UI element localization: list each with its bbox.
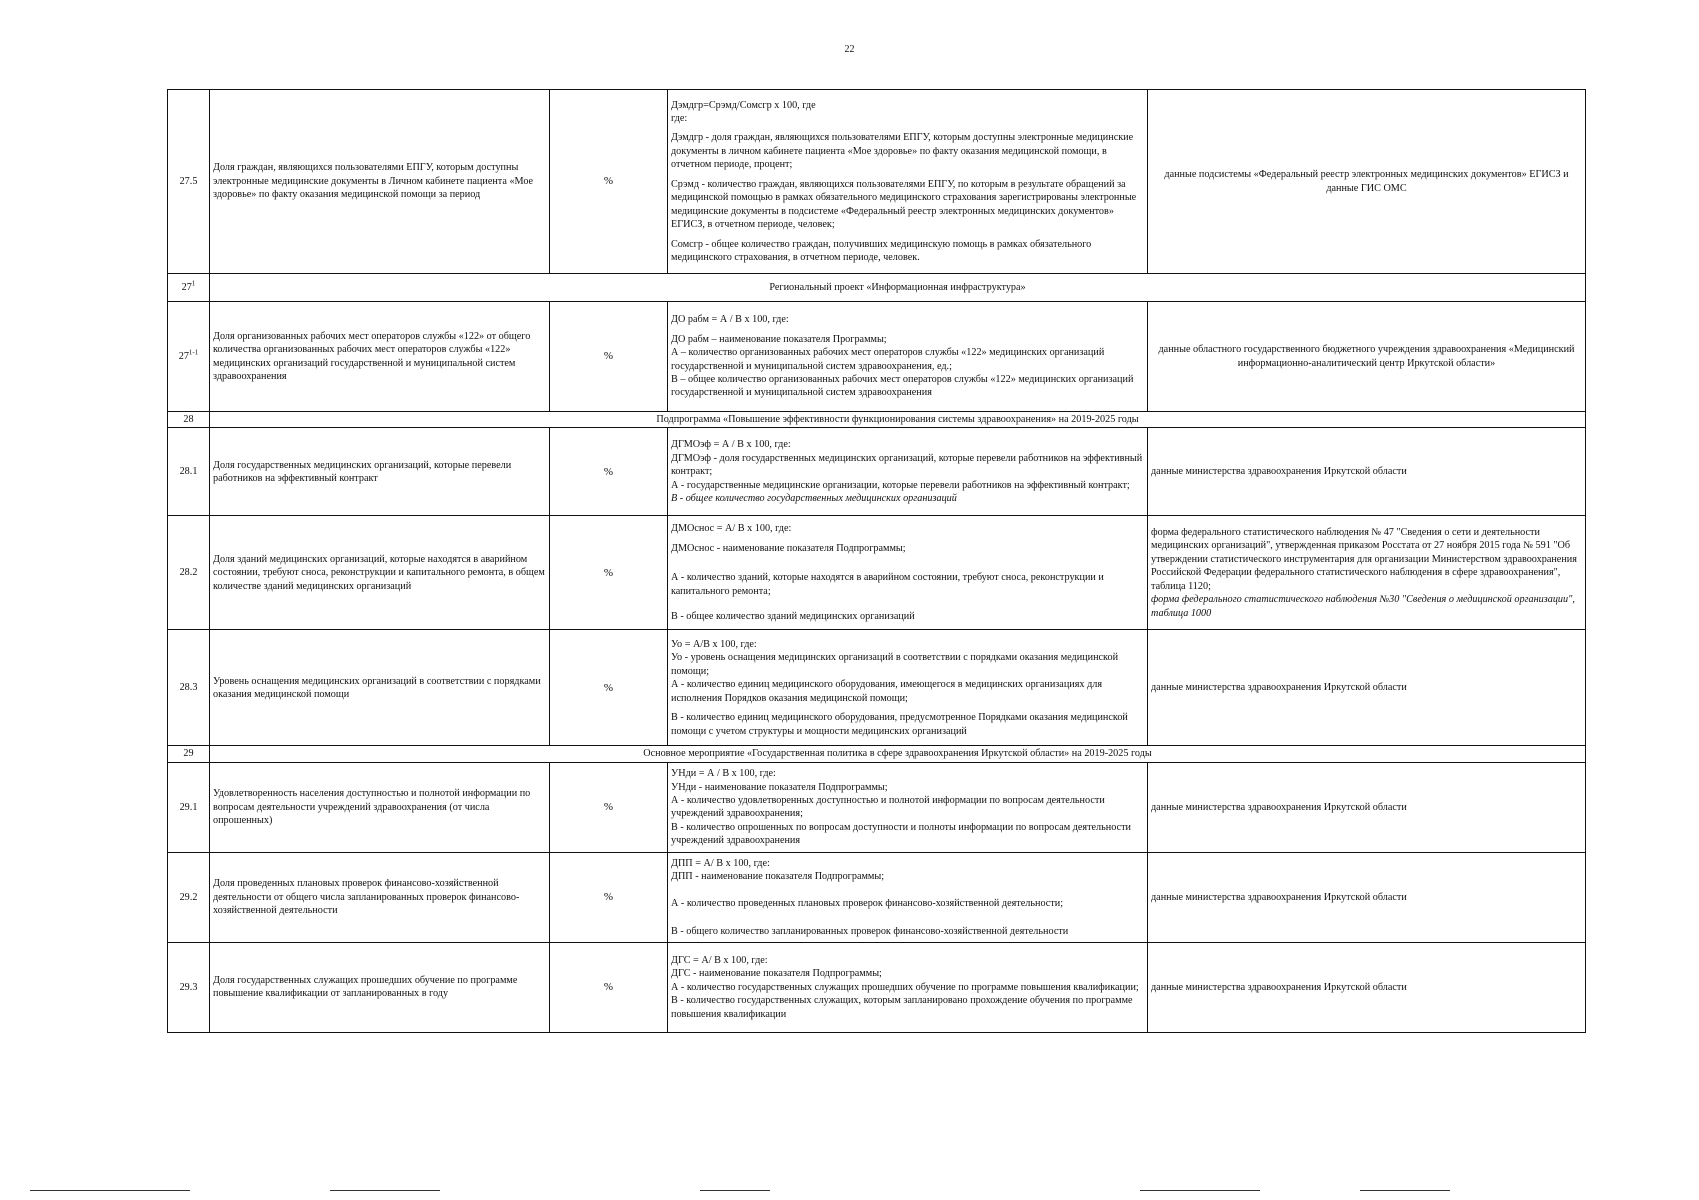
formula-line: А - количество зданий, которые находятся в аварийном состоянии, требуют сноса, реконструкции и капитального ремонта; bbox=[671, 572, 1104, 597]
table-row bbox=[168, 942, 1586, 1032]
indicator-name: Доля граждан, являющихся пользователями ЕПГУ, которым доступны электронные медицинские документы в Личном кабинете пациента «Мое здоровье» по факту оказания медицинской помощи за период bbox=[210, 90, 550, 274]
indicator-name: Доля государственных служащих прошедших обучение по программе повышение квалификации от запланированных в году bbox=[210, 942, 550, 1032]
formula-line: где: bbox=[671, 112, 688, 124]
formula-cell bbox=[668, 90, 1148, 274]
section-title: Региональный проект «Информационная инфраструктура» bbox=[210, 274, 1586, 302]
data-source: данные министерства здравоохранения Иркутской области bbox=[1148, 852, 1586, 942]
formula-line: Уо = А/В х 100, где: bbox=[671, 638, 757, 650]
formula-cell bbox=[668, 630, 1148, 746]
indicator-name: Удовлетворенность населения доступностью и полнотой информации по вопросам деятельности учреждений здравоохранения (от числа опрошенных) bbox=[210, 762, 550, 852]
formula-line: ДГС = А/ В х 100, где: bbox=[671, 954, 768, 966]
unit-cell: % bbox=[550, 428, 668, 516]
row-number: 29.2 bbox=[168, 852, 210, 942]
row-number: 27$^{1-1}$ bbox=[168, 302, 210, 412]
formula-line: А - количество удовлетворенных доступностью и полнотой информации по вопросам деятельности учреждений здравоохранения; bbox=[671, 794, 1105, 820]
formula-line: ДПП - наименование показателя Подпрограммы; bbox=[671, 870, 885, 882]
scan-mark bbox=[1360, 1190, 1450, 1191]
formula-line: ДГМОэф = А / В х 100, где: bbox=[671, 439, 791, 451]
table-row bbox=[168, 762, 1586, 852]
unit-cell: % bbox=[550, 90, 668, 274]
formula-line: В – общее количество организованных рабочих мест операторов службы «122» медицинских организаций государственной и муниципальной систем здравоохранения bbox=[671, 373, 1134, 399]
unit-cell: % bbox=[550, 762, 668, 852]
unit-cell: % bbox=[550, 630, 668, 746]
table-row bbox=[168, 516, 1586, 630]
formula-line: В - общее количество государственных медицинских организаций bbox=[671, 493, 957, 505]
source-line: форма федерального статистического наблюдения № 47 "Сведения о сети и деятельности медицинских организаций", утвержденная приказом Росстата от 27 ноября 2015 года № 591 "Об утверждении статистического инструментария для организации Министерством здравоохранения Российской Федерации федерального статистического наблюдения в сфере здравоохранения", таблица 1120; bbox=[1151, 526, 1577, 592]
formula-line: УНди - наименование показателя Подпрограммы; bbox=[671, 781, 888, 793]
formula-cell bbox=[668, 516, 1148, 630]
formula-line: А – количество организованных рабочих мест операторов службы «122» медицинских организаций государственной и муниципальной систем здравоохранения, ед.; bbox=[671, 347, 1105, 372]
formula-line: В - общее количество зданий медицинских организаций bbox=[671, 611, 915, 623]
data-source: данные министерства здравоохранения Иркутской области bbox=[1148, 942, 1586, 1032]
formula-line: ДМОснос - наименование показателя Подпрограммы; bbox=[671, 542, 906, 554]
section-title: Основное мероприятие «Государственная политика в сфере здравоохранения Иркутской области» на 2019-2025 годы bbox=[210, 746, 1586, 762]
indicator-name: Доля проведенных плановых проверок финансово-хозяйственной деятельности от общего числа запланированных проверок финансово-хозяйственной деятельности bbox=[210, 852, 550, 942]
formula-line: А - государственные медицинские организации, которые перевели работников на эффективный контракт; bbox=[671, 479, 1130, 491]
indicator-name: Уровень оснащения медицинских организаций в соответствии с порядками оказания медицинской помощи bbox=[210, 630, 550, 746]
row-number: 28.1 bbox=[168, 428, 210, 516]
data-source: данные областного государственного бюджетного учреждения здравоохранения «Медицинский информационно-аналитический центр Иркутской области» bbox=[1148, 302, 1586, 412]
formula-line: Уо - уровень оснащения медицинских организаций в соответствии с порядками оказания медицинской помощи; bbox=[671, 652, 1119, 677]
formula-line: УНди = А / В х 100, где: bbox=[671, 768, 776, 780]
unit-cell: % bbox=[550, 852, 668, 942]
indicator-name: Доля зданий медицинских организаций, которые находятся в аварийном состоянии, требуют сноса, реконструкции и капитального ремонта, в общем количестве зданий медицинских организаций bbox=[210, 516, 550, 630]
formula-cell bbox=[668, 302, 1148, 412]
indicators-table bbox=[167, 89, 1586, 1033]
table-row bbox=[168, 90, 1586, 274]
formula-line: В - общего количество запланированных проверок финансово-хозяйственной деятельности bbox=[671, 925, 1069, 937]
data-source: данные министерства здравоохранения Иркутской области bbox=[1148, 630, 1586, 746]
formula-line: В - количество государственных служащих, которым запланировано прохождение обучения по программе повышения квалификации bbox=[671, 995, 1133, 1020]
scan-mark bbox=[30, 1190, 190, 1191]
row-number: 28.3 bbox=[168, 630, 210, 746]
formula-line: ДГС - наименование показателя Подпрограммы; bbox=[671, 968, 882, 980]
row-number: 29 bbox=[168, 746, 210, 762]
formula-line: Дэмдгр - доля граждан, являющихся пользователями ЕПГУ, которым доступны электронные медицинские документы в личном кабинете пациента «Мое здоровье» по факту оказания медицинской помощи, в отчетном периоде, процент; bbox=[671, 132, 1134, 171]
row-number: 29.1 bbox=[168, 762, 210, 852]
formula-line: Сомсгр - общее количество граждан, получивших медицинскую помощь в рамках обязательного медицинского страхования, в отчетном периоде, человек. bbox=[671, 238, 1092, 264]
formula-line: Срэмд - количество граждан, являющихся пользователями ЕПГУ, по которым в результате обращений за медицинской помощью в рамках обязательного медицинского страхования зарегистрированы электронные медицинские документы в подсистеме «Федеральный реестр электронных медицинских документов» ЕГИСЗ, в отчетном периоде, человек; bbox=[671, 178, 1137, 231]
source-line: форма федерального статистического наблюдения №30 "Сведения о медицинской организации", таблица 1000 bbox=[1151, 594, 1575, 619]
formula-line: В - количество опрошенных по вопросам доступности и полноты информации по вопросам деятельности учреждений здравоохранения bbox=[671, 821, 1132, 847]
scan-mark bbox=[700, 1190, 770, 1191]
unit-cell: % bbox=[550, 516, 668, 630]
formula-cell bbox=[668, 852, 1148, 942]
formula-cell bbox=[668, 942, 1148, 1032]
indicator-name: Доля государственных медицинских организаций, которые перевели работников на эффективный контракт bbox=[210, 428, 550, 516]
formula-cell bbox=[668, 428, 1148, 516]
indicator-name: Доля организованных рабочих мест операторов службы «122» от общего количества организованных рабочих мест операторов службы «122» медицинских организаций государственной и муниципальной систем здравоохранения bbox=[210, 302, 550, 412]
table-row bbox=[168, 852, 1586, 942]
formula-line: ДПП = А/ В х 100, где: bbox=[671, 857, 770, 869]
table-row bbox=[168, 412, 1586, 428]
unit-cell: % bbox=[550, 942, 668, 1032]
formula-line: ДМОснос = А/ В х 100, где: bbox=[671, 523, 792, 535]
scan-mark bbox=[330, 1190, 440, 1191]
section-title: Подпрограмма «Повышение эффективности функционирования системы здравоохранения» на 2019-2025 годы bbox=[210, 412, 1586, 428]
table-row bbox=[168, 428, 1586, 516]
formula-line: А - количество единиц медицинского оборудования, имеющегося в медицинских организациях для исполнения Порядков оказания медицинской помощи; bbox=[671, 679, 1103, 704]
formula-line: В - количество единиц медицинского оборудования, предусмотренное Порядками оказания медицинской помощи с учетом структуры и мощности медицинских организаций bbox=[671, 712, 1128, 737]
scan-mark bbox=[1140, 1190, 1260, 1191]
unit-cell: % bbox=[550, 302, 668, 412]
row-number: 28 bbox=[168, 412, 210, 428]
data-source: данные министерства здравоохранения Иркутской области bbox=[1148, 762, 1586, 852]
formula-line: Дэмдгр=Срэмд/Сомсгр х 100, где bbox=[671, 99, 816, 111]
row-number: 28.2 bbox=[168, 516, 210, 630]
formula-line: А - количество государственных служащих прошедших обучение по программе повышения квалификации; bbox=[671, 981, 1139, 993]
formula-line: ДО рабм = А / В х 100, где: bbox=[671, 314, 789, 326]
table-row bbox=[168, 274, 1586, 302]
row-number: $27^1$ bbox=[168, 274, 210, 302]
formula-line: А - количество проведенных плановых проверок финансово-хозяйственной деятельности; bbox=[671, 898, 1064, 910]
data-source: данные министерства здравоохранения Иркутской области bbox=[1148, 428, 1586, 516]
formula-cell bbox=[668, 762, 1148, 852]
formula-line: ДГМОэф - доля государственных медицинских организаций, которые перевели работников на эффективный контракт; bbox=[671, 452, 1143, 478]
table-row bbox=[168, 302, 1586, 412]
data-source bbox=[1148, 516, 1586, 630]
page-number: 22 bbox=[844, 44, 855, 55]
table-row bbox=[168, 746, 1586, 762]
scan-footer-marks bbox=[0, 1190, 1699, 1192]
row-number: 27.5 bbox=[168, 90, 210, 274]
data-source: данные подсистемы «Федеральный реестр электронных медицинских документов» ЕГИСЗ и данные ГИС ОМС bbox=[1148, 90, 1586, 274]
formula-line: ДО рабм – наименование показателя Программы; bbox=[671, 333, 887, 345]
row-number: 29.3 bbox=[168, 942, 210, 1032]
table-row bbox=[168, 630, 1586, 746]
